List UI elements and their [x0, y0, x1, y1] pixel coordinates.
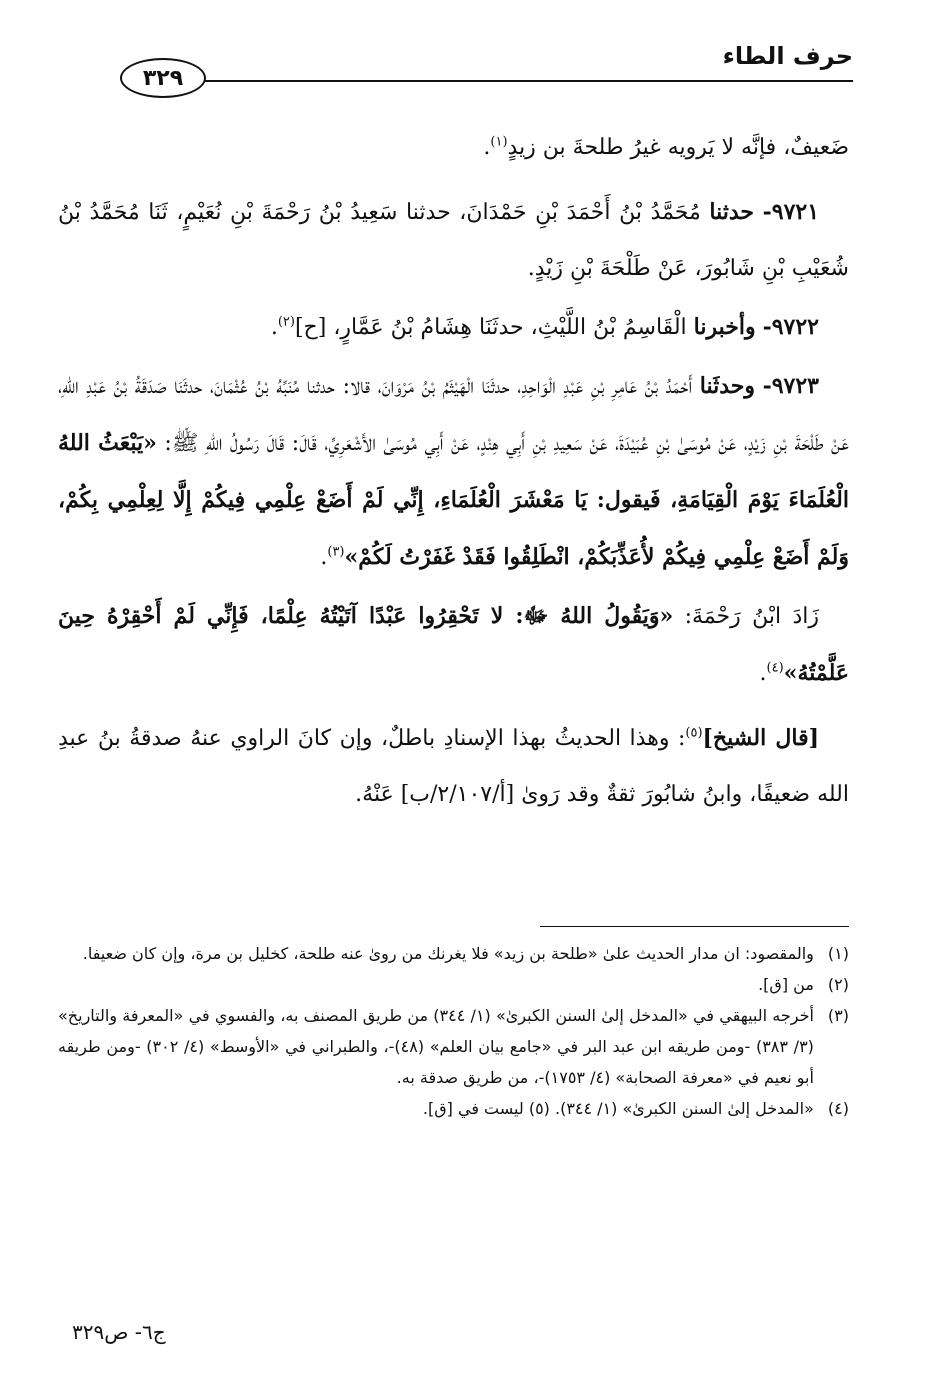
footnote-marker: (٣)	[827, 1006, 849, 1025]
footnote-item	[58, 1000, 849, 1093]
chapter-title: حرف الطاء	[722, 42, 853, 70]
hadith-lead: حدثنا	[709, 199, 755, 225]
hadith-number: ٩٧٢٢-	[762, 314, 819, 340]
footnote-ref: (٤)	[766, 660, 784, 676]
footnote-item	[58, 938, 849, 969]
paragraph-end: .	[759, 661, 767, 686]
main-text	[58, 120, 849, 825]
paragraph-end: .	[483, 135, 491, 160]
hadith-lead: وأخبرنا	[693, 314, 756, 340]
footnote-ref: (٢)	[277, 314, 295, 330]
hadith-quote: «يَبْعَثُ اللهُ الْعُلَمَاءَ يَوْمَ الْقِيَامَةِ، فَيقول: يَا مَعْشَرَ الْعُلَمَاءِ، إِنِّي لَمْ أَضَعْ عِلْمِي فِيكُمْ إِلَّا لِعِلْمِي بِكُمْ، وَلَمْ أَضَعْ عِلْمِي فِيكُمْ لأُعَذِّبَكُمْ، انْطَلِقُوا فَقَدْ غَفَرْتُ لَكُمْ»	[58, 430, 849, 570]
paragraph-intro	[58, 120, 849, 176]
footnote-marker: (٤)	[827, 1099, 849, 1118]
addition-intro: زَادَ ابْنُ رَحْمَةَ:	[684, 604, 820, 629]
footnote-item	[58, 969, 849, 1000]
paragraph-end: .	[320, 545, 328, 570]
footnotes	[58, 938, 849, 1124]
paragraph-end: .	[270, 315, 278, 340]
addition-paragraph	[58, 588, 849, 702]
footnote-text: من [ق].	[758, 975, 814, 994]
footnote-marker: (١)	[827, 944, 849, 963]
footnote-ref: (٥)	[685, 725, 703, 741]
footnote-item	[58, 1093, 849, 1124]
footnote-ref: (٣)	[327, 544, 345, 560]
hadith-text: مُحَمَّدُ بْنُ أَحْمَدَ بْنِ حَمْدَانَ، حدثنا سَعِيدُ بْنُ رَحْمَةَ بْنِ نُعَيْمٍ، ثَنَا مُحَمَّدُ بْنُ شُعَيْبِ بْنِ شَابُورَ، عَنْ طَلْحَةَ بْنِ زَيْدٍ.	[58, 200, 849, 281]
page-number: ٣٢٩	[120, 58, 206, 98]
addition-quote: «وَيَقُولُ اللهُ ﷻ: لا تَحْقِرُوا عَبْدًا آتَيْتُهُ عِلْمًا، فَإِنِّي لَمْ أَحْقِرْهُ حِينَ عَلَّمْتُهُ»	[58, 603, 849, 686]
shaykh-comment	[58, 710, 849, 823]
footnote-ref: (١)	[490, 134, 508, 150]
footnote-marker: (٢)	[827, 975, 849, 994]
hadith-text: أَحْمَدُ بْنُ عَامِرِ بْنِ عَبْدِ الْوَاحِدِ، حدثَنَا الْهَيْثَمُ بْنُ مَرْوَانَ، قالا: حدثنا مُنَبِّهُ بْنُ عُثْمَانَ، حدثَنَا صَدَقَةُ بْنُ عَبْدِ اللهِ، عَنْ طَلْحَةَ بْنِ زَيْدٍ، عَنْ مُوسَىٰ بْنِ عُبَيْدَةَ، عَنْ سَعِيدِ بْنِ أَبِي هِنْدٍ، عَنْ أَبِي مُوسَىٰ الأَشْعَرِيِّ، قَالَ: قَالَ رَسُولُ اللهِ ﷺ:	[58, 374, 849, 456]
hadith-9721	[58, 184, 849, 297]
hadith-9723	[58, 358, 849, 586]
footnote-separator	[540, 926, 849, 927]
header-rule	[180, 80, 853, 82]
footnote-text: «المدخل إلىٰ السنن الكبرىٰ» (١/ ٣٤٤). (٥) ليست في [ق].	[422, 1099, 814, 1118]
volume-page-reference: ج٦- ص٣٢٩	[72, 1320, 166, 1344]
footnote-text: والمقصود: ان مدار الحديث علىٰ «طلحة بن زيد» فلا يغرنك من روىٰ عنه طلحة، كخليل بن مرة، وإن كان ضعيفا.	[82, 944, 814, 963]
hadith-number: ٩٧٢٣-	[762, 373, 819, 399]
hadith-number: ٩٧٢١-	[762, 199, 820, 225]
footnote-text: أخرجه البيهقي في «المدخل إلىٰ السنن الكبرىٰ» (١/ ٣٤٤) من طريق المصنف به، والفسوي في «المعرفة والتاريخ» (٣/ ٣٨٣) -ومن طريقه ابن عبد البر في «جامع بيان العلم» (٤٨)-، والطبراني في «الأوسط» (٤/ ٣٠٢) -ومن طريقه أبو نعيم في «معرفة الصحابة» (٤/ ١٧٥٣)-، من طريق صدقة به.	[58, 1006, 814, 1087]
shaykh-text: : وهذا الحديثُ بهذا الإسنادِ باطلٌ، وإن كانَ الراوي عنهُ صدقةُ بنُ عبدِ الله ضعيفًا، وابنُ شابُورَ ثقةٌ وقد رَوىٰ [أ/٢/١٠٧/ب] عَنْهُ.	[58, 726, 849, 807]
running-header	[60, 38, 853, 98]
hadith-lead: وحدثَنا	[699, 373, 756, 399]
hadith-text: الْقَاسِمُ بْنُ اللَّيْثِ، حدثَنَا هِشَامُ بْنُ عَمَّارٍ، [ح]	[294, 315, 687, 340]
paragraph-text: ضَعيفٌ، فإنَّه لا يَرويه غيرُ طلحةَ بن زيدٍ	[507, 135, 849, 160]
hadith-9722	[58, 299, 849, 356]
shaykh-label: [قال الشيخ]	[702, 725, 819, 751]
